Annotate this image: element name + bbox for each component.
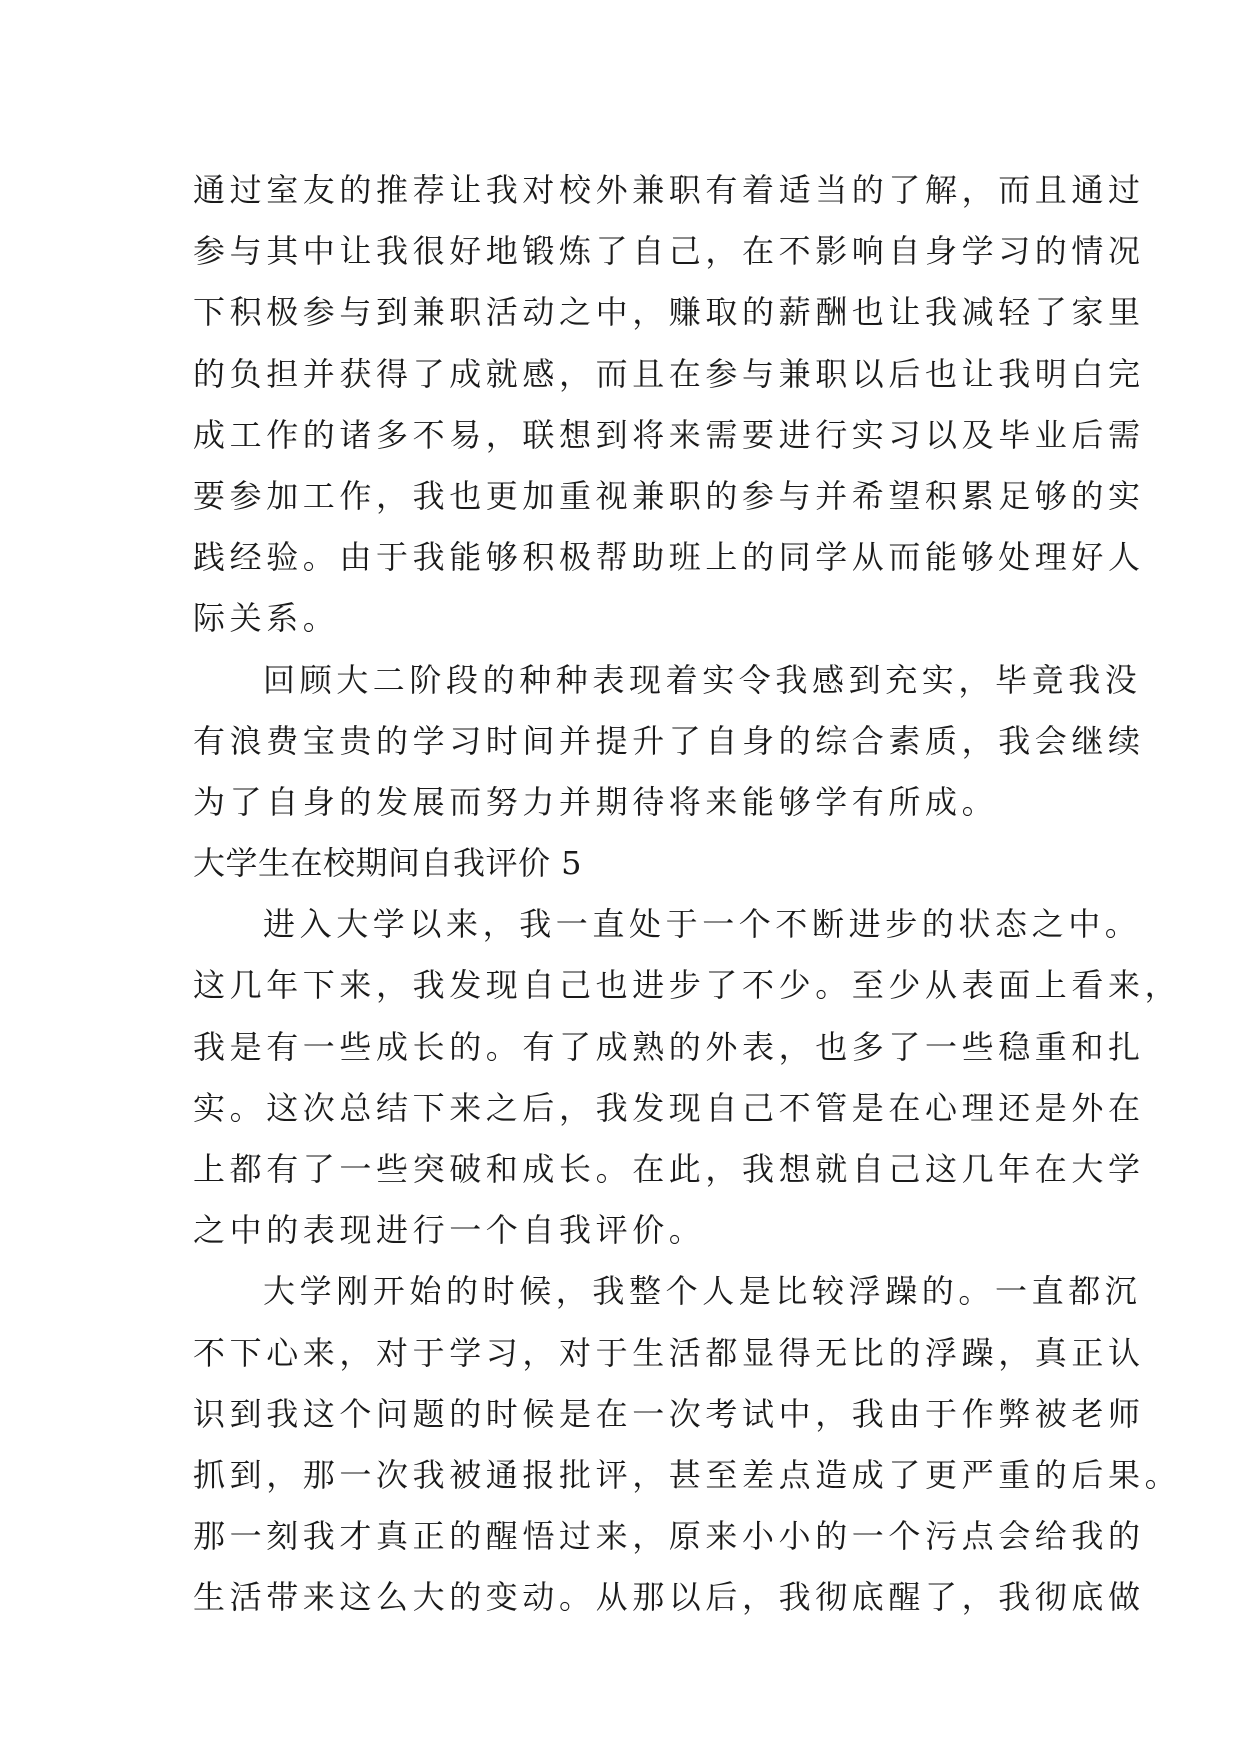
text-line: 为了自身的发展而努力并期待将来能够学有所成。 bbox=[193, 782, 999, 821]
text-line: 之中的表现进行一个自我评价。 bbox=[193, 1211, 706, 1250]
text-line: 下积极参与到兼职活动之中，赚取的薪酬也让我减轻了家里 bbox=[193, 293, 1145, 332]
paragraph-first-line: 回顾大二阶段的种种表现着实令我感到充实，毕竟我没 bbox=[263, 660, 1142, 699]
document-page bbox=[193, 160, 1182, 1629]
text-line: 实。这次总结下来之后，我发现自己不管是在心理还是外在 bbox=[193, 1088, 1145, 1127]
text-line: 成工作的诸多不易，联想到将来需要进行实习以及毕业后需 bbox=[193, 415, 1145, 454]
text-line: 这几年下来，我发现自己也进步了不少。至少从表面上看来， bbox=[193, 966, 1182, 1005]
section-heading: 大学生在校期间自我评价 5 bbox=[193, 844, 583, 883]
text-line: 参与其中让我很好地锻炼了自己，在不影响自身学习的情况 bbox=[193, 232, 1145, 271]
text-line: 不下心来，对于学习，对于生活都显得无比的浮躁，真正认 bbox=[193, 1333, 1145, 1372]
text-line: 抓到，那一次我被通报批评，甚至差点造成了更严重的后果。 bbox=[193, 1455, 1182, 1494]
text-line: 那一刻我才真正的醒悟过来，原来小小的一个污点会给我的 bbox=[193, 1517, 1145, 1556]
text-line: 上都有了一些突破和成长。在此，我想就自己这几年在大学 bbox=[193, 1150, 1145, 1188]
paragraph-first-line: 进入大学以来，我一直处于一个不断进步的状态之中。 bbox=[263, 905, 1142, 944]
text-line: 识到我这个问题的时候是在一次考试中，我由于作弊被老师 bbox=[193, 1394, 1145, 1433]
text-line: 通过室友的推荐让我对校外兼职有着适当的了解，而且通过 bbox=[193, 171, 1145, 209]
text-line: 我是有一些成长的。有了成熟的外表，也多了一些稳重和扎 bbox=[193, 1027, 1145, 1066]
text-line: 有浪费宝贵的学习时间并提升了自身的综合素质，我会继续 bbox=[193, 721, 1145, 760]
text-line: 要参加工作，我也更加重视兼职的参与并希望积累足够的实 bbox=[193, 476, 1145, 515]
paragraph-first-line: 大学刚开始的时候，我整个人是比较浮躁的。一直都沉 bbox=[263, 1272, 1142, 1311]
text-line: 的负担并获得了成就感，而且在参与兼职以后也让我明白完 bbox=[193, 354, 1145, 393]
text-line: 生活带来这么大的变动。从那以后，我彻底醒了，我彻底做 bbox=[193, 1578, 1145, 1617]
text-line: 际关系。 bbox=[193, 599, 340, 638]
text-line: 践经验。由于我能够积极帮助班上的同学从而能够处理好人 bbox=[193, 538, 1145, 577]
